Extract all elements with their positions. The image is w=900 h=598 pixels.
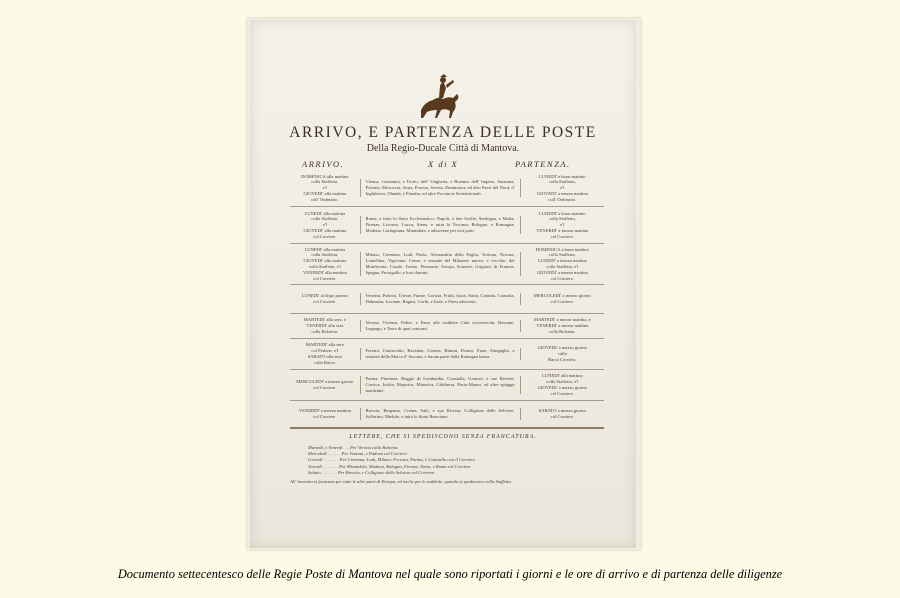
- timetable-row: [290, 314, 604, 339]
- image-caption: Documento settecentesco delle Regie Poste di Mantova nel quale sono riportati i giorni e le ore di arrivo e di partenza delle diligenze: [117, 567, 783, 581]
- lettere-list: [308, 445, 608, 476]
- francatura-note: All' incontro si francano per tutte le altre parti di Europa, ed anche per le suddette, quando si spediscono colla Staffetta.: [290, 479, 512, 484]
- destinations-cell: Brescia, Bergamo, Crema, Salò, e sua Riviera; Colligione delle Selviere, Solferino, Medole, e tutto lo Stato Bresciano.: [360, 408, 521, 420]
- lettere-line: Mercoledì . . . . . . Per Venezia, e Padova col Corriere.: [308, 451, 408, 457]
- poster-subtitle: Della Regio-Ducale Città di Mantova.: [366, 143, 520, 154]
- lettere-title: LETTERE, CHE SI SPEDISCONO SENZA FRANCATURA.: [349, 434, 537, 440]
- header-partenza: PARTENZA.: [515, 159, 571, 169]
- timetable-row: [290, 285, 604, 314]
- lettere-line: Giovedì . . . . . . . Per Cremona, Lodi, Milano, Ferrara, Parma, e Guastalla con il Corriere.: [308, 457, 476, 463]
- arrivo-cell: LUNEDI' al dopo pranzo col Corriere.: [301, 293, 348, 304]
- timetable-row: [290, 339, 604, 370]
- postal-timetable-sheet: [250, 20, 636, 548]
- timetable-rows: [290, 170, 604, 429]
- partenza-cell: SABATO a mezzo giorno col Corriere.: [538, 408, 586, 419]
- header-middle: X di X: [428, 159, 459, 169]
- arrivo-cell: MARTEDI' alla sera, e VENERDI' alla sera colla Bolzetta.: [303, 317, 346, 334]
- lettere-line: Martedì, e Venerdì . . . Per Verona colla Bolzetta.: [308, 445, 399, 450]
- destinations-cell: Milano, Cremona, Lodi, Pavia, Alessandria della Paglia, Tortona, Novara, Lomellina, Vigevano, Como, e restante del Milanese nuovo, e vecchio; del Monferrato, Casale, Torino, Piemonte, Savoja, Svizzeri, Grigioni, di Francia, Spagna, Portogallo, e loro domini.: [360, 252, 521, 275]
- header-arrivo: ARRIVO.: [302, 159, 345, 169]
- partenza-cell: LUNEDI' a buon mattino colla Staffetta, e'l GIOVEDI' a mezza mattina coll' Ordinario.: [536, 173, 588, 202]
- arrivo-cell: LUNEDI' alla mattina colla Staffetta, e'l GIOVEDI' alla mattina col Corriere.: [303, 210, 347, 239]
- poster-title: ARRIVO, E PARTENZA DELLE POSTE: [289, 124, 597, 141]
- partenza-cell: MARTEDI' a mezza mattina, e VENERDI' a mezza mattina colla Bolzetta.: [533, 317, 591, 334]
- partenza-cell: MERCOLEDI' a mezzo giorno col Corriere.: [533, 293, 591, 304]
- timetable-row: [290, 207, 604, 244]
- timetable-row: [290, 401, 604, 429]
- horseman-emblem: [413, 66, 469, 122]
- partenza-cell: LUNEDI' alla mattina colla Staffetta, e'l GIOVEDI' a mezzo giorno col Corriere.: [537, 373, 587, 396]
- arrivo-cell: VENERDI' a mezza mattina col Corriere.: [298, 408, 351, 419]
- destinations-cell: Verona, Vicenza, Feltre, e Paesi alle suddette Città circonvicini, Bassano, Legnago, e Terre di quei contorni.: [360, 320, 521, 332]
- destinations-cell: Venezia, Padova, Trieste, Fiume, Gorizia, Friuli, Istria, Stiria, Carintia, Carniola, Dalmazia, Levante, Ragusi, Corfù, e Isole, e Paesi adiacenti.: [360, 293, 521, 305]
- destinations-cell: Ferrara, Comacchio, Ravenna, Cesena, Rimini, Pesaro, Fano, Sinigaglia, e restante della Marca d' Ancona, e buona parte della Romagna bassa.: [360, 348, 521, 360]
- arrivo-cell: DOMENICA alla mattina colla Staffetta, e'l GIOVEDI' alla mattina coll' Ordinario.: [301, 173, 349, 202]
- arrivo-cell: LUNEDI' alla mattina colla Staffetta, GIOVEDI' alla mattina colla Staffetta, e'l VENERDI' alla mattina col Corriere.: [302, 246, 347, 281]
- timetable-row: [290, 170, 604, 207]
- destinations-cell: Parma, Piacenza, Reggio di Lombardia, Guastalla, Genova, e sue Riviere; Corsica, Ischia, Majorica, Minorica, Gibilterra, Porto-Mauro, ed altre spiagge marittime.: [360, 376, 521, 393]
- destinations-cell: Vienna, Germania, e Tirolo; dell' Ungheria, e Boemia, dell' Impero, Sassonia, Polonia, Moscovia, Assia, Prussia, Svezia, Danimarca, ed altri Paesi del Nord, d' Inghilterra, Olanda, e Fiandra, ed altre Provincie Settentrionali.: [360, 179, 521, 196]
- partenza-cell: LUNEDI' a buon mattino colla Staffetta, e'l VENERDI' a mezza mattina col Corriere.: [536, 210, 589, 239]
- timetable-row: [290, 244, 604, 285]
- arrivo-cell: MARTEDI' alla sera col Pedone, e'l SABATO alla sera colla Barca.: [305, 342, 344, 365]
- document-photo: [247, 18, 641, 550]
- lettere-line: Sabato . . . . . . . Per Brescia, e Colligione delle Selviere col Corriere.: [308, 469, 436, 475]
- lettere-line: Venerdì . . . . . . . Per Mirandola, Modena, Bologna, Firenze, Siena, e Roma col Corriere.: [308, 463, 472, 469]
- arrivo-cell: MERCOLEDI' a mezzo giorno col Corriere.: [296, 379, 354, 390]
- timetable-row: [290, 370, 604, 401]
- destinations-cell: Roma, e tutto lo Stato Ecclesiastico; Napoli, e due Sicilie; Sardegna, e Malta; Firenze, Livorno, Lucca, Siena, e tutta la Toscana; Bologna, e Romagna; Modena, Carfagnana, Mirandola, e adiacenze per essi parti.: [360, 216, 521, 233]
- partenza-cell: DOMENICA a buon mattino colla Staffetta, LUNEDI' a mezza mattina colla Staffetta, e'l GIOVEDI' a mezza mattina col Corriere.: [535, 246, 589, 281]
- partenza-cell: GIOVEDI' a mezzo giorno colla Barca Corriera.: [537, 345, 587, 362]
